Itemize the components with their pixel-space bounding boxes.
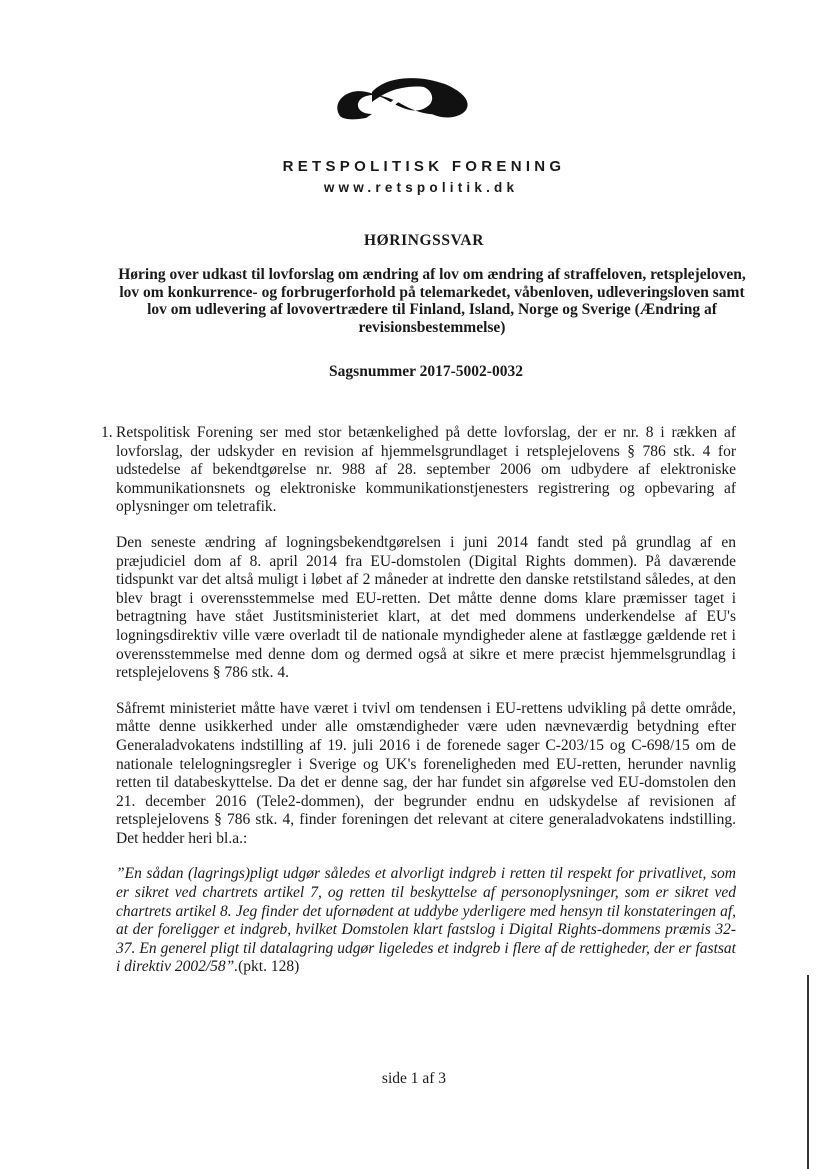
quoted-passage: [116, 865, 736, 977]
quote-reference: (pkt. 128): [238, 958, 300, 976]
scan-edge-line: [807, 975, 809, 1169]
organization-url: www.retspolitik.dk: [323, 180, 519, 195]
document-subject: Høring over udkast til lovforslag om ændring af lov om ændring af straffeloven, retsplejeloven, lov om konkurrence- og forbrugerforhold på telemarkedet, våbenloven, udleveringsloven samt lov om udlevering af lovovertrædere til Finland, Island, Norge og Sverige (Ændring af revisionsbestemmelse): [118, 266, 746, 336]
paragraph-text: Såfremt ministeriet måtte have været i tvivl om tendensen i EU-rettens udvikling på dette område, måtte denne usikkerhed under alle omstændigheder være uden nævneværdig betydning efter Generaladvokatens indstilling af 19. juli 2016 i de forenede sager C-203/15 og C-698/15 om de nationale telelogningsregler i Sverige og UK's foreneligheden med EU-retten, herunder navnlig retten til databeskyttelse. Da det er denne sag, der har fundet sin afgørelse ved EU-domstolen den 21. december 2016 (Tele2-dommen), der begrunder endnu en udskydelse af revisionen af retsplejelovens § 786 stk. 4, finder foreningen det relevant at citere generaladvokatens indstilling. Det hedder heri bl.a.:: [116, 699, 736, 847]
paragraph-2: [116, 534, 736, 683]
retspolitisk-logo: [332, 72, 474, 126]
paragraph-text: Den seneste ændring af logningsbekendtgørelsen i juni 2014 fandt sted på grundlag af en præjudiciel dom af 8. april 2014 fra EU-domstolen (Digital Rights dommen). På daværende tidspunkt var det altså muligt i løbet af 2 måneder at indrette den danske retstilstand således, at den blev bragt i overensstemmelse med EU-retten. Det måtte denne doms klare præmisser taget i betragtning have stået Justitsministeriet klart, at det med dommens underkendelse af EU's logningsdirektiv ville være overladt til de nationale myndigheder alene at fastlægge gældende ret i overensstemmelse med denne dom og dermed også at sikre et mere præcist hjemmelsgrundlag i retsplejelovens § 786 stk. 4.: [116, 533, 736, 682]
document-title: HØRINGSSVAR: [363, 232, 484, 249]
page-number: side 1 af 3: [381, 1070, 447, 1087]
case-number: Sagsnummer 2017-5002-0032: [329, 363, 523, 380]
quote-text: ”En sådan (lagrings)pligt udgør således et alvorligt indgreb i retten til respekt for privatlivet, som er sikret ved chartrets artikel 7, og retten til beskyttelse af personoplysninger, som er sikret ved chartrets artikel 8. Jeg finder det ufornødent at uddybe yderligere med hensyn til konstateringen af, at der foreligger et indgreb, hvilket Domstolen klart fastslog i Digital Rights-dommens præmis 32-37. En generel pligt til datalagring udgør ligeledes et indgreb i flere af de rettigheder, der er fastsat i direktiv 2002/58”.: [116, 865, 736, 976]
paragraph-1: [101, 424, 736, 517]
paragraph-text: Retspolitisk Forening ser med stor betænkelighed på dette lovforslag, der er nr. 8 i rækken af lovforslag, der udskyder en revision af hjemmelsgrundlaget i retsplejelovens § 786 stk. 4 for udstedelse af bekendtgørelse nr. 988 af 28. september 2006 om udbydere af elektroniske kommunikationsnets og elektroniske kommunikationstjenesters registrering og opbevaring af oplysninger om teletrafik.: [116, 424, 736, 516]
organization-name: RETSPOLITISK FORENING: [282, 158, 566, 175]
paragraph-3: [116, 700, 736, 849]
paragraph-number: 1.: [101, 424, 113, 441]
document-body: [101, 424, 736, 977]
